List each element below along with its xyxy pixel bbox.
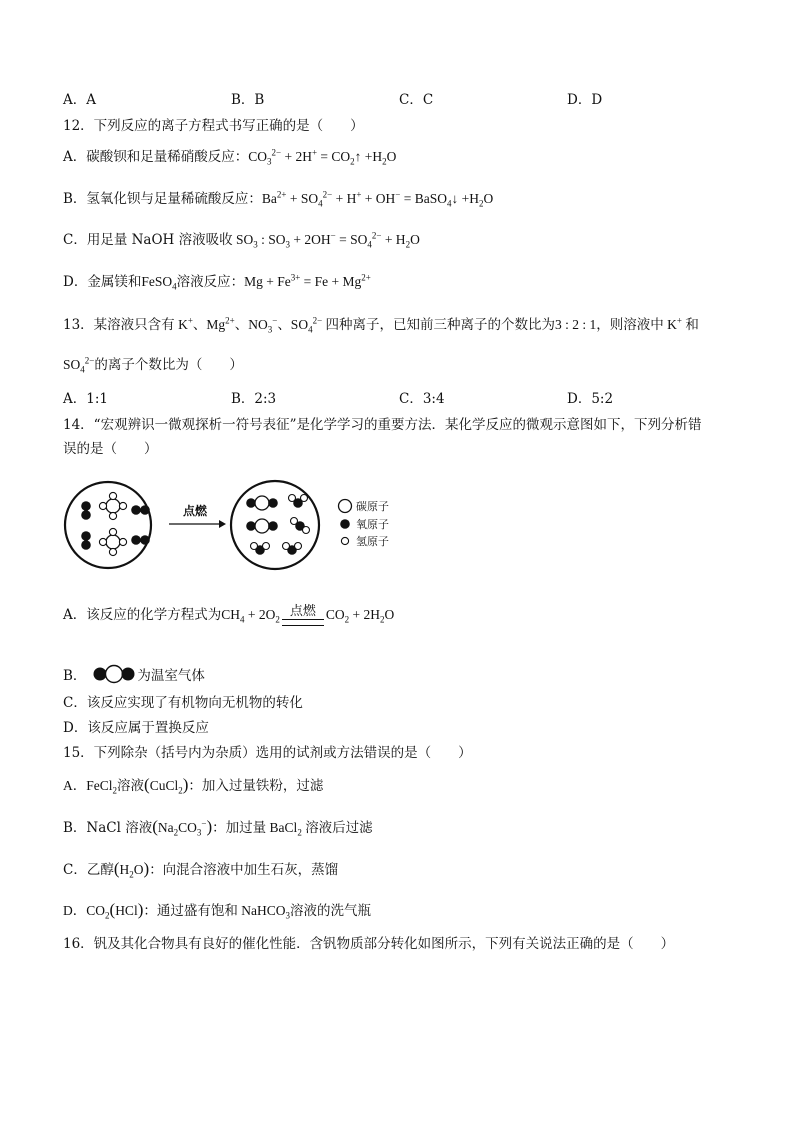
q12-option-d [63,273,371,291]
q15-option-b-prefix: B．NaCl 溶液 [63,820,153,836]
q13-ion-so4: $SO_4^{2-}$ [63,355,95,375]
q15-option-a-solution: 溶液 [117,778,145,794]
q13-option-d: D．5:2 [567,391,614,407]
q11-option-a: A．A [63,92,96,108]
q13-option-a: A．1:1 [63,391,108,407]
legend [339,499,390,548]
q13-stem-b: 四种离子，已知前三种离子的个数比为 [325,317,556,333]
q14-stem-line1: 14．“宏观辨识一微观探析一符号表征”是化学学习的重要方法．某化学反应的微观示意图如下，下列分析错 [63,417,702,433]
q12-option-d-label2: 溶液反应： [176,274,245,290]
legend-hydrogen: 氢原子 [356,535,389,548]
q13-stem-e: 的离子个数比为（ ） [94,357,243,373]
q15-option-c [63,860,338,879]
q12-option-d-formula: FeSO$_4$ [141,274,177,292]
q12-option-a [63,148,396,166]
legend-oxygen: 氧原子 [356,518,389,531]
q15-option-d [63,901,371,920]
q12-option-b-label: B．氢氧化钡与足量稀硫酸反应： [63,191,262,207]
q14-option-a-label: A．该反应的化学方程式为 [63,607,222,623]
q15-option-b [63,818,373,837]
q15-option-d-formula: D．$CO_2(HCl)$ [63,900,144,921]
q14-option-a-reactants: $CH_4 + 2O_2$ [221,607,280,625]
q15-option-d-reagent: NaHCO$_3$ [237,903,290,921]
q11-options [63,91,743,109]
reaction-condition [280,605,326,626]
q14-option-a-products: $CO_2 + 2H_2O$ [325,607,395,625]
q13-ratio: 3 : 2 : 1 [555,317,597,332]
q15-stem: 15．下列除杂（括号内为杂质）选用的试剂或方法错误的是（ ） [63,745,472,761]
q12-option-c [63,231,420,249]
q15-option-b-impurity: $(Na_2CO_3^-)$ [152,817,213,838]
q14-option-b-label: B． [63,668,87,684]
q15-option-c-text: ：向混合溶液中加生石灰，蒸馏 [149,862,339,878]
q12-option-a-equation: $CO_3^{2-} + 2H^+$ = $CO_2↑ +H_2O$ [248,147,397,167]
equals-sign-icon [282,619,324,626]
q12-stem: 12．下列反应的离子方程式书写正确的是（ ） [63,118,364,134]
q15-option-d-text-a: ：通过盛有饱和 [143,903,238,919]
q14-option-b-text: 为温室气体 [137,668,205,684]
q12-option-d-label: D．金属镁和 [63,274,142,290]
q15-option-d-text-b: 溶液的洗气瓶 [290,903,371,919]
legend-carbon: 碳原子 [356,500,389,513]
carbon-atom-icon [339,500,352,513]
q12-option-b [63,190,493,208]
arrow-label: 点燃 [182,504,208,518]
q12-option-a-label: A．碳酸钡和足量稀硝酸反应： [63,149,249,165]
q16-stem: 16．钒及其化合物具有良好的催化性能．含钒物质部分转化如图所示，下列有关说法正确的是（ ） [63,936,675,952]
carbon-dioxide-molecule-icon [92,664,136,684]
reactant-circle [65,482,151,568]
q13-stem-line1 [63,316,699,334]
hydrogen-atom-icon [341,537,348,544]
q15-option-b-reagent: BaCl$_2$ [266,820,302,838]
q13-ion-k: K+ [663,315,682,332]
q11-option-d: D．D [567,92,603,108]
q15-option-a-formula: A．FeCl$_2$ [63,778,118,796]
reaction-micro-diagram [63,470,403,580]
q12-option-d-equation: $Mg + Fe^{3+} = Fe + Mg^{2+}$ [244,272,371,289]
q13-stem-line2 [63,356,243,374]
q12-option-c-label: C．用足量 NaOH 溶液吸收 [63,232,233,248]
q12-option-b-equation: $Ba^{2+} + SO_4^{2-} + H^+ + OH^-$ = BaSO$_4$↓ $+H_2O$ [261,189,494,209]
q13-option-b: B．2:3 [231,391,277,407]
q14-option-a [63,602,394,628]
oxygen-atom-icon [340,519,350,529]
q15-option-b-text-b: 溶液后过滤 [305,820,373,836]
q14-option-b [63,664,205,685]
q15-option-c-impurity: $(H_2O)$ [113,859,150,880]
q14-option-c: C．该反应实现了有机物向无机物的转化 [63,695,303,711]
q13-stem-a: 13．某溶液只含有 [63,317,175,333]
q13-option-c: C．3:4 [399,391,445,407]
q15-option-a-impurity: (CuCl$_2$) [144,775,189,796]
q11-option-b: B．B [231,92,265,108]
q15-option-a [63,776,323,795]
q12-option-c-equation: $SO_3$ : $SO_3 + 2OH^- = SO_4^{2-} + H_2O$ [232,230,420,250]
q11-option-c: C．C [399,92,434,108]
q15-option-a-text: ：加入过量铁粉，过滤 [188,778,324,794]
q13-ions: K+、$Mg^{2+}$、$NO_3^-$、$SO_4^{2-}$ [174,315,323,335]
arrow-head-icon [219,520,226,528]
q13-stem-c: ，则溶液中 [596,317,664,333]
q15-option-c-prefix: C．乙醇 [63,862,114,878]
q13-stem-d: 和 [685,317,699,333]
q15-option-b-text-a: ：加过量 [212,820,267,836]
q13-options [63,390,743,408]
reaction-condition-label: 点燃 [289,604,316,619]
q14-stem-line2: 误的是（ ） [63,441,158,457]
q14-option-d: D．该反应属于置换反应 [63,720,209,736]
